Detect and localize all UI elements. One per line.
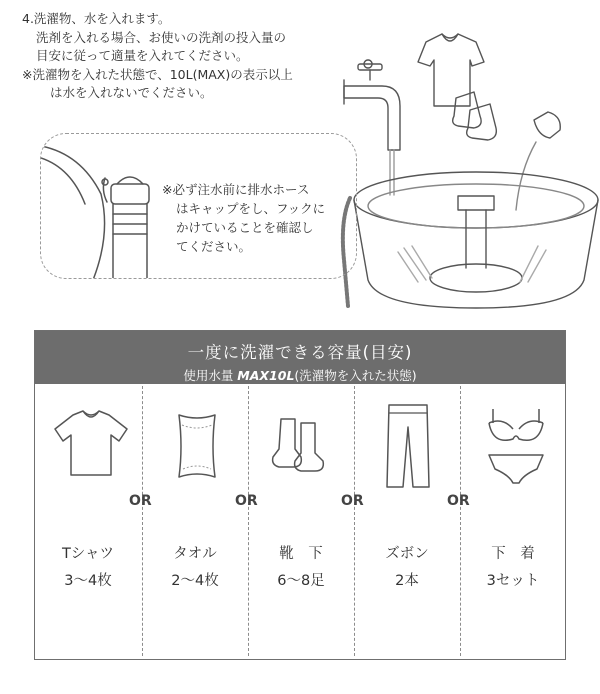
column-divider — [460, 386, 461, 656]
step-line-4: ※洗濯物を入れた状態で、10L(MAX)の表示以上 — [22, 66, 293, 82]
socks-icon — [267, 415, 337, 475]
item-name-underwear: 下 着 — [491, 546, 535, 562]
item-name-towel: タオル — [173, 546, 217, 562]
callout-line-2: はキャップをし、フックに — [176, 201, 326, 216]
item-qty-pants: 2本 — [395, 573, 419, 589]
capacity-box — [34, 330, 566, 660]
capacity-title: 一度に洗濯できる容量(目安) — [187, 343, 413, 362]
hose-cap-icon — [41, 134, 171, 279]
capacity-header — [35, 331, 565, 384]
capacity-subtitle-suffix: (洗濯物を入れた状態) — [294, 368, 417, 383]
item-name-tshirt: Tシャツ — [61, 546, 115, 562]
item-qty-underwear: 3セット — [486, 573, 540, 589]
detergent-icon — [516, 112, 560, 210]
item-qty-socks: 6〜8足 — [277, 573, 325, 589]
tub-icon — [354, 172, 598, 308]
step-line-5: は水を入れないでください。 — [50, 85, 213, 100]
step-line-1: 4.洗濯物、水を入れます。 — [22, 11, 171, 26]
item-name-socks: 靴 下 — [279, 546, 323, 562]
column-divider — [248, 386, 249, 656]
towel-icon — [167, 411, 227, 481]
t-shirt-icon — [51, 409, 131, 479]
item-name-pants: ズボン — [385, 546, 429, 562]
or-label: OR — [341, 493, 364, 509]
pants-icon — [383, 403, 433, 491]
item-qty-tshirt: 3〜4枚 — [64, 573, 112, 589]
capacity-subtitle-max: MAX10L — [237, 368, 295, 383]
or-label: OR — [447, 493, 470, 509]
capacity-subtitle-prefix: 使用水量 — [183, 368, 238, 383]
capacity-subtitle — [35, 366, 565, 384]
callout-line-3: かけていることを確認し — [176, 220, 314, 235]
washer-illustration — [338, 20, 600, 310]
step-instructions — [22, 10, 293, 103]
step-line-3: 目安に従って適量を入れてください。 — [36, 48, 249, 63]
step-line-2: 洗剤を入れる場合、お使いの洗剤の投入量の — [36, 29, 287, 45]
callout-line-1: ※必ず注水前に排水ホース — [162, 182, 310, 197]
callout-line-4: てください。 — [176, 239, 252, 254]
column-divider — [354, 386, 355, 656]
column-divider — [142, 386, 143, 656]
or-label: OR — [235, 493, 258, 509]
callout-note — [162, 180, 325, 256]
or-label: OR — [129, 493, 152, 509]
item-qty-towel: 2〜4枚 — [171, 573, 219, 589]
socks-icon — [453, 92, 497, 140]
underwear-icon — [483, 405, 549, 485]
